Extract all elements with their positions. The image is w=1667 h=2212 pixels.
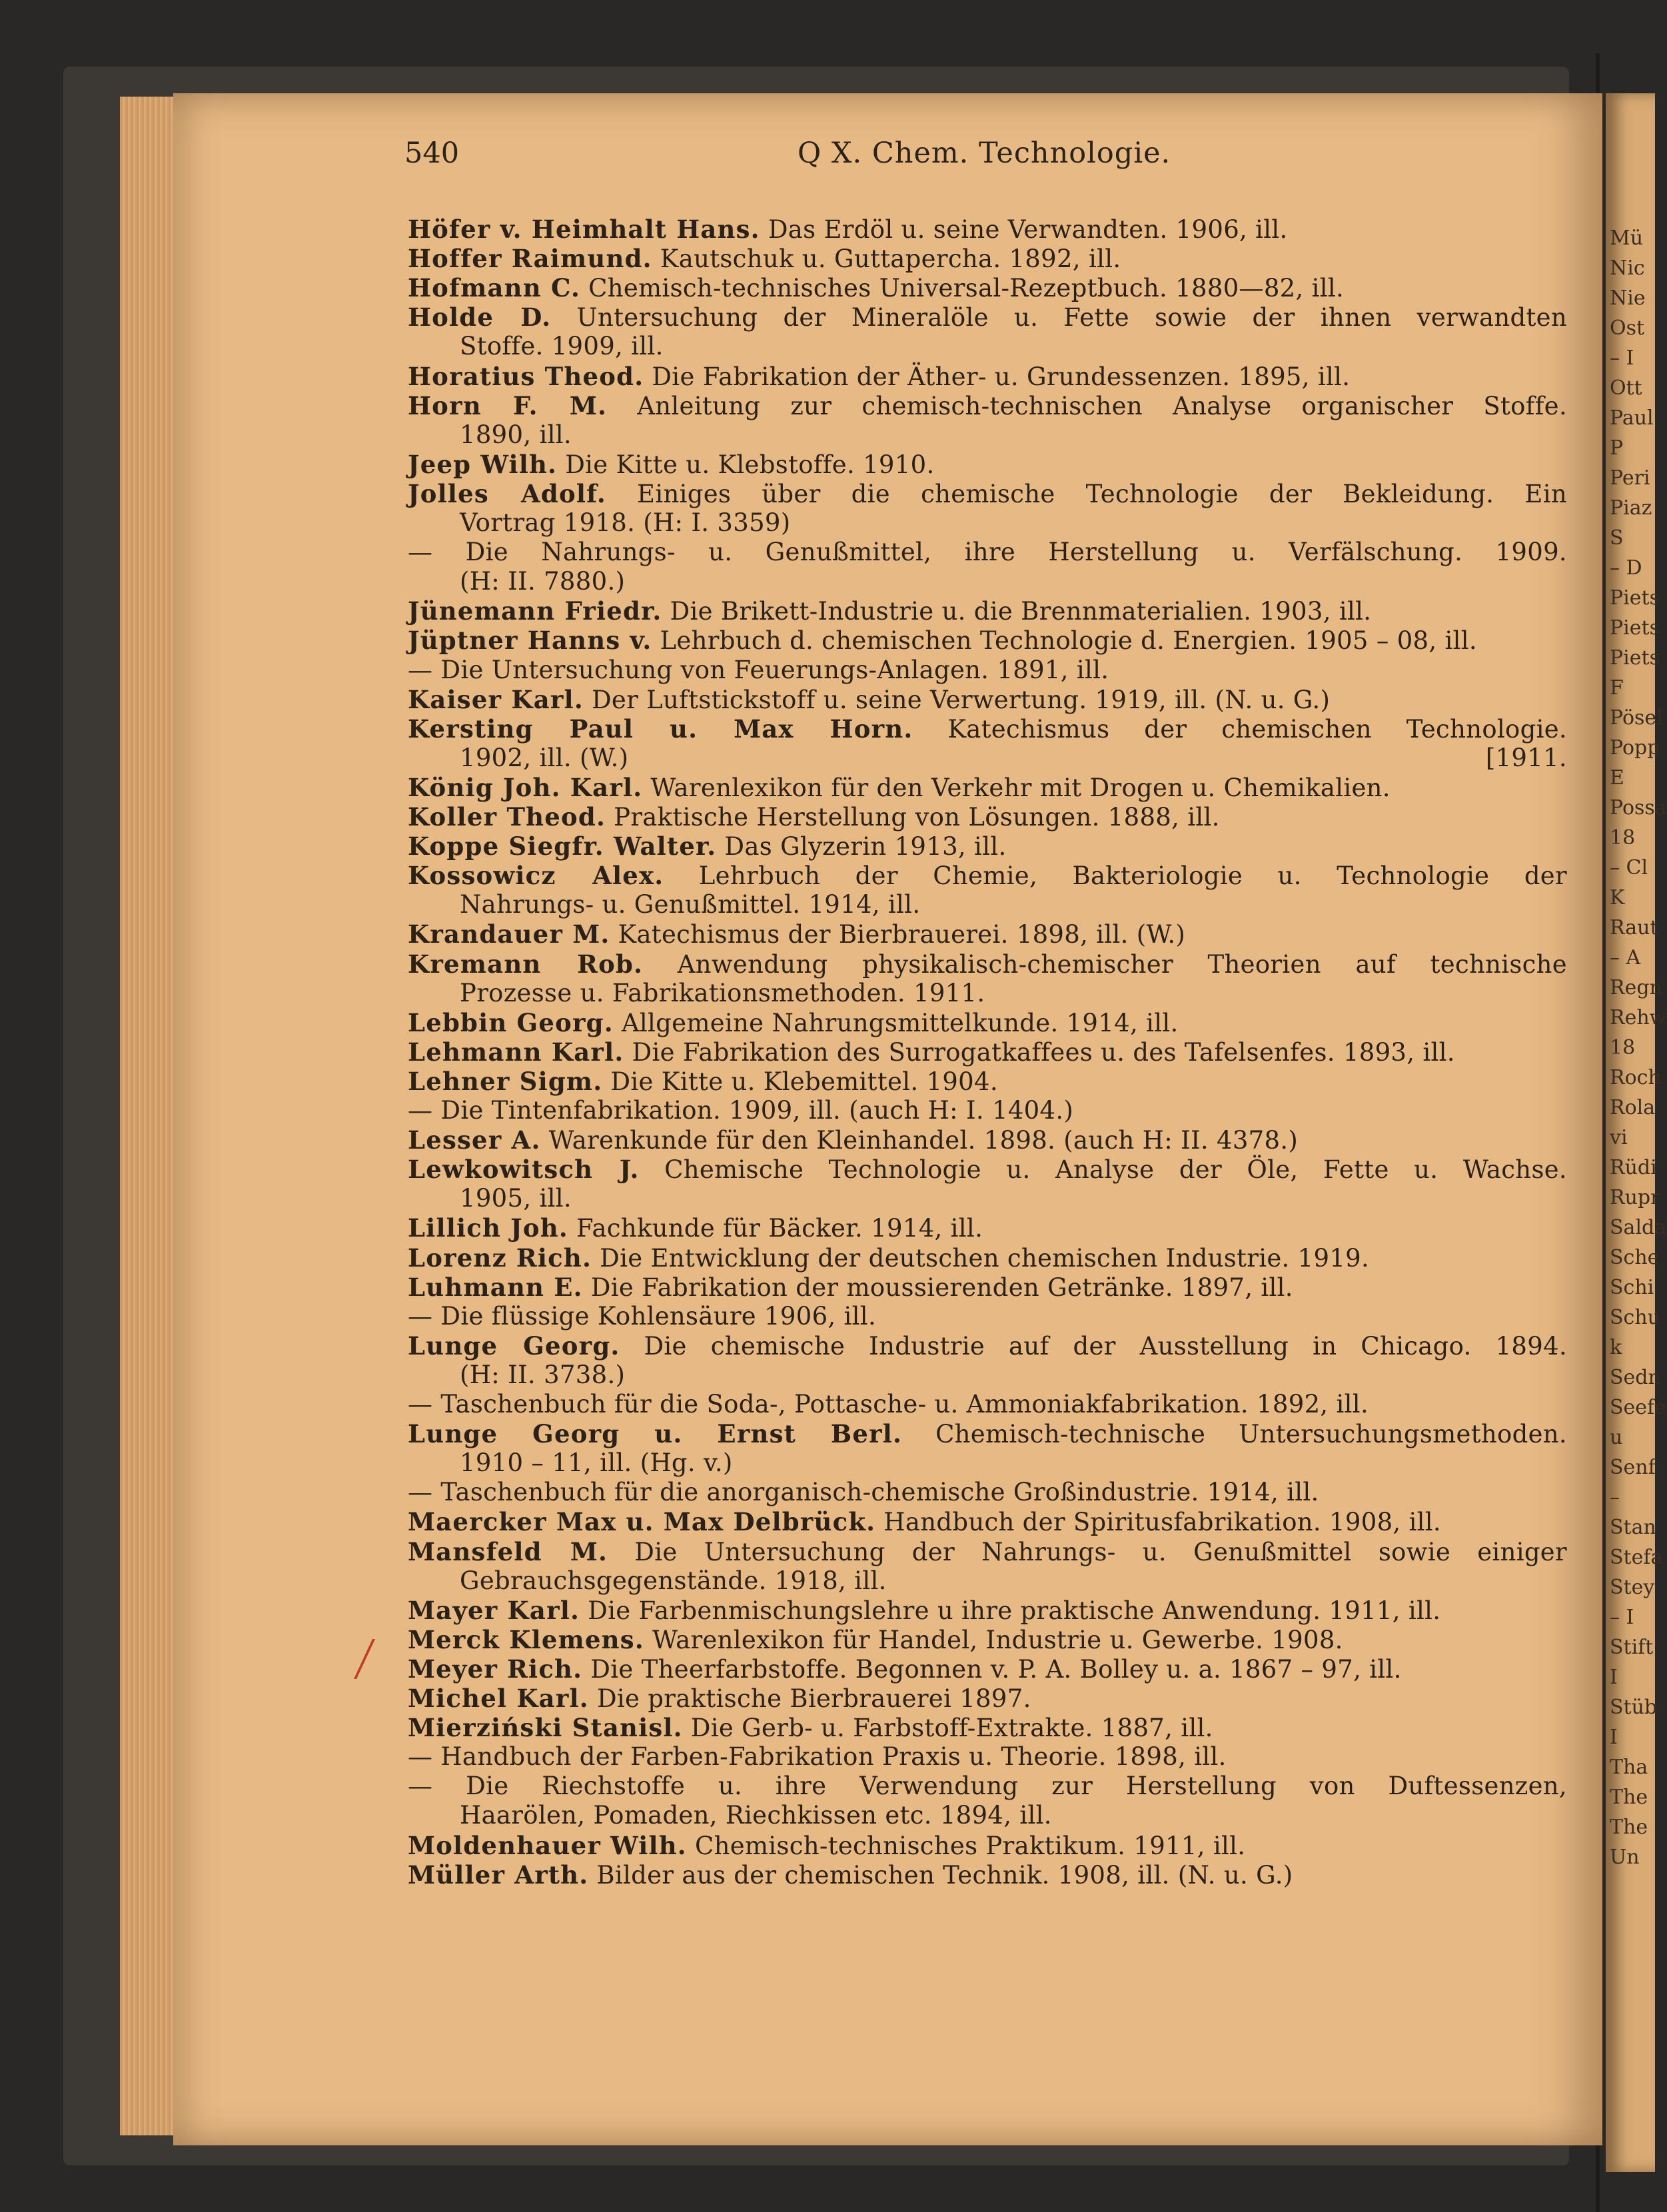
author-name: Höfer v. Heimhalt Hans. — [408, 215, 760, 244]
author-name: Horatius Theod. — [408, 361, 644, 391]
entry-text: Praktische Herstellung von Lösungen. 1888, ill. — [606, 803, 1220, 831]
author-name: Kremann Rob. — [408, 949, 644, 979]
author-name: Kaiser Karl. — [408, 684, 584, 714]
entry-text: Katechismus der Bierbrauerei. 1898, ill. (W.) — [610, 920, 1186, 949]
entry-continuation-line — [408, 656, 1567, 685]
entry-line — [408, 273, 1567, 303]
entry-line — [408, 244, 1567, 274]
entry-text: Das Glyzerin 1913, ill. — [716, 832, 1007, 861]
entry-text: — Die Nahrungs- u. Genußmittel, ihre Herstellung u. Verfälschung. 1909. — [408, 538, 1567, 567]
entry-text: Nahrungs- u. Genußmittel. 1914, ill. — [460, 890, 921, 919]
author-name: Mayer Karl. — [408, 1595, 580, 1625]
facing-page-fragment: I — [1610, 1666, 1618, 1689]
entry-text: Die Farbenmischungslehre u ihre praktische Anwendung. 1911, ill. — [580, 1596, 1441, 1625]
entry-text: — Taschenbuch für die anorganisch-chemische Großindustrie. 1914, ill. — [408, 1478, 1319, 1507]
entry-continuation-line — [408, 1478, 1567, 1507]
facing-page-fragment: Raut — [1610, 916, 1658, 939]
facing-page-fragment: Stift — [1610, 1636, 1654, 1659]
entry-line — [408, 714, 1567, 744]
author-name: Maercker Max u. Max Delbrück. — [408, 1507, 876, 1537]
facing-page-fragment: Stefa — [1610, 1546, 1663, 1569]
facing-page-fragment: Piets — [1610, 646, 1660, 670]
facing-page-fragment: E — [1610, 766, 1624, 790]
entry-text: Anwendung physikalisch-chemischer Theorien auf technische — [643, 949, 1567, 979]
facing-page-fragment: Schi — [1610, 1276, 1654, 1299]
entry-line — [408, 1273, 1567, 1303]
author-name: Jeep Wilh. — [408, 449, 558, 479]
entry-line — [408, 685, 1567, 715]
entry-line — [408, 1860, 1567, 1890]
facing-page-fragment: Stan — [1610, 1516, 1656, 1539]
facing-page-fragment: – I — [1610, 346, 1634, 370]
entry-continuation-line — [408, 1096, 1567, 1125]
facing-page-fragment: 18 — [1610, 826, 1636, 849]
entry-text: — Die Riechstoffe u. ihre Verwendung zur Herstellung von Duftessenzen, — [408, 1772, 1567, 1801]
entry-continuation-line — [460, 567, 1567, 596]
entry-text: — Die Tintenfabrikation. 1909, ill. (auch H: I. 1404.) — [408, 1096, 1074, 1125]
entry-text: (H: II. 3738.) — [460, 1360, 626, 1389]
entry-text: Haarölen, Pomaden, Riechkissen etc. 1894, ill. — [460, 1801, 1052, 1830]
entry-line — [408, 1331, 1567, 1361]
entry-line — [408, 1507, 1567, 1537]
entry-line — [408, 1008, 1567, 1038]
entry-text: Die Kitte u. Klebemittel. 1904. — [602, 1067, 998, 1096]
author-name: Lunge Georg u. Ernst Berl. — [408, 1419, 903, 1449]
entry-line — [408, 773, 1567, 803]
author-name: Merck Klemens. — [408, 1624, 644, 1654]
facing-page-fragment: – I — [1610, 1606, 1634, 1629]
facing-page-fragment: Paul — [1610, 406, 1654, 430]
entry-text: Stoffe. 1909, ill. — [460, 332, 664, 361]
author-name: Jüptner Hanns v. — [408, 626, 652, 656]
entry-continuation-line — [460, 1566, 1567, 1596]
entry-line — [408, 1625, 1567, 1655]
facing-page-fragment: Ost — [1610, 316, 1645, 340]
author-name: Lebbin Georg. — [408, 1007, 614, 1037]
entry-line — [408, 919, 1567, 949]
facing-page-fragment: Piets — [1610, 586, 1660, 610]
entry-text: Einiges über die chemische Technologie der Bekleidung. Ein — [606, 479, 1567, 508]
facing-page-fragment: – A — [1610, 946, 1641, 969]
entry-line — [408, 1037, 1567, 1067]
entry-line — [408, 626, 1567, 656]
entry-line — [408, 302, 1567, 332]
entry-continuation-line — [460, 1801, 1567, 1830]
facing-page-fragment: Nie — [1610, 286, 1646, 310]
facing-page-fragment: – — [1610, 1486, 1620, 1509]
entry-text: 1890, ill. — [460, 420, 572, 449]
entry-right-note: [1911. — [1485, 743, 1567, 772]
facing-page-fragment: K — [1610, 886, 1625, 909]
entry-continuation-line — [408, 1772, 1567, 1801]
entry-text: Lehrbuch d. chemischen Technologie d. Energien. 1905 – 08, ill. — [652, 626, 1477, 656]
entry-line — [408, 450, 1567, 480]
author-name: Lehner Sigm. — [408, 1066, 603, 1096]
facing-page-fragment: S — [1610, 526, 1624, 550]
entry-line — [408, 1654, 1567, 1684]
author-name: Lunge Georg. — [408, 1331, 620, 1361]
entry-text: — Handbuch der Farben-Fabrikation Praxis u. Theorie. 1898, ill. — [408, 1742, 1227, 1772]
author-name: Lorenz Rich. — [408, 1243, 592, 1273]
author-name: Hofmann C. — [408, 273, 581, 303]
facing-page-fragment: k — [1610, 1336, 1622, 1359]
author-name: Lesser A. — [408, 1125, 541, 1155]
facing-page-fragment: Tha — [1610, 1756, 1648, 1779]
entry-text: Die Kitte u. Klebstoffe. 1910. — [557, 450, 935, 479]
entry-text: Bilder aus der chemischen Technik. 1908, ill. (N. u. G.) — [588, 1860, 1293, 1890]
facing-page-fragment: Sche — [1610, 1246, 1660, 1269]
entry-line — [408, 1067, 1567, 1097]
author-name: Krandauer M. — [408, 919, 610, 949]
entry-line — [408, 802, 1567, 832]
entry-line — [408, 1125, 1567, 1155]
entry-line — [408, 596, 1567, 626]
entry-line — [408, 1155, 1567, 1185]
entry-line — [408, 1596, 1567, 1626]
entry-line — [408, 949, 1567, 979]
facing-page-fragment: Ott — [1610, 376, 1642, 400]
entry-text: Der Luftstickstoff u. seine Verwertung. 1919, ill. (N. u. G.) — [583, 685, 1331, 714]
author-name: Horn F. M. — [408, 390, 608, 420]
entry-continuation-line — [460, 1361, 1567, 1390]
facing-page-fragment: Senf — [1610, 1456, 1656, 1479]
entry-continuation-line — [460, 508, 1567, 538]
author-name: König Joh. Karl. — [408, 772, 643, 802]
facing-page-edge — [1606, 93, 1667, 2172]
entry-text: Allgemeine Nahrungsmittelkunde. 1914, ill. — [613, 1008, 1179, 1037]
facing-page-fragment: Schu — [1610, 1306, 1660, 1329]
entry-line — [408, 1684, 1567, 1714]
entry-text: Chemisch-technisches Praktikum. 1911, ill. — [686, 1831, 1246, 1860]
entry-text: Chemische Technologie u. Analyse der Öle, Fette u. Wachse. — [639, 1155, 1567, 1185]
facing-page-fragment: Peri — [1610, 466, 1650, 490]
author-name: Kossowicz Alex. — [408, 861, 664, 891]
entry-text: Vortrag 1918. (H: I. 3359) — [460, 508, 791, 537]
entry-text: — Die Untersuchung von Feuerungs-Anlagen. 1891, ill. — [408, 655, 1109, 684]
entry-text: Chemisch-technische Untersuchungsmethoden. — [902, 1420, 1567, 1449]
entry-text: Untersuchung der Mineralöle u. Fette sowie der ihnen verwandten — [551, 303, 1568, 332]
facing-page-fragment: – Cl — [1610, 856, 1648, 879]
author-name: Moldenhauer Wilh. — [408, 1830, 687, 1860]
author-name: Holde D. — [408, 302, 552, 332]
entry-text: Kautschuk u. Guttapercha. 1892, ill. — [652, 245, 1121, 274]
author-name: Koller Theod. — [408, 802, 606, 831]
facing-page-fragment: u — [1610, 1426, 1623, 1449]
author-name: Luhmann E. — [408, 1272, 583, 1302]
facing-page-fragment: Seefe — [1610, 1396, 1666, 1419]
entry-text: Die Gerb- u. Farbstoff-Extrakte. 1887, ill. — [682, 1714, 1213, 1743]
author-name: Kersting Paul u. Max Horn. — [408, 714, 913, 744]
entry-continuation-line — [460, 420, 1567, 450]
running-title: Q X. Chem. Technologie. — [798, 137, 1171, 170]
facing-page-fragment: Rüdi — [1610, 1156, 1657, 1179]
entry-text: Prozesse u. Fabrikationsmethoden. 1911. — [460, 978, 985, 1007]
entry-line — [408, 831, 1567, 861]
entry-line — [408, 861, 1567, 891]
entry-line — [408, 1537, 1567, 1567]
page-number: 540 — [404, 137, 460, 170]
entry-continuation-line — [460, 1184, 1567, 1213]
entry-line — [408, 1419, 1567, 1449]
author-name: Jünemann Friedr. — [408, 596, 662, 626]
facing-page-fragment: Possa — [1610, 796, 1667, 820]
author-name: Mierziński Stanisl. — [408, 1713, 683, 1743]
entry-text: Die chemische Industrie auf der Ausstellung in Chicago. 1894. — [620, 1331, 1568, 1361]
facing-page-fragment: Pösel — [1610, 706, 1663, 730]
entry-text: Gebrauchsgegenstände. 1918, ill. — [460, 1566, 887, 1595]
entry-text: — Taschenbuch für die Soda-, Pottasche- u. Ammoniakfabrikation. 1892, ill. — [408, 1390, 1369, 1418]
facing-page-fragment: Un — [1610, 1846, 1640, 1869]
entry-text: Die Fabrikation des Surrogatkaffees u. des Tafelsenfes. 1893, ill. — [624, 1037, 1455, 1067]
facing-page-fragment: 18 — [1610, 1036, 1636, 1059]
entry-text: Handbuch der Spiritusfabrikation. 1908, ill. — [875, 1508, 1441, 1537]
entry-text: 1902, ill. (W.) — [460, 743, 629, 772]
entry-text: Die Fabrikation der moussierenden Getränke. 1897, ill. — [582, 1273, 1293, 1302]
entry-text: Warenkunde für den Kleinhandel. 1898. (auch H: II. 4378.) — [540, 1126, 1299, 1155]
entry-continuation-line — [460, 332, 1567, 361]
entry-text: (H: II. 7880.) — [460, 567, 626, 596]
entry-text: Fachkunde für Bäcker. 1914, ill. — [568, 1214, 983, 1243]
entry-continuation-line — [408, 538, 1567, 567]
facing-page-fragment: Mü — [1610, 227, 1644, 250]
entry-line — [408, 1243, 1567, 1273]
facing-page-fragment: F — [1610, 676, 1624, 700]
entry-text: Die Untersuchung der Nahrungs- u. Genußmittel sowie einiger — [608, 1537, 1567, 1566]
facing-page-fragment: I — [1610, 1726, 1618, 1749]
entry-text: Chemisch-technisches Universal-Rezeptbuch. 1880—82, ill. — [580, 274, 1345, 303]
author-name: Lewkowitsch J. — [408, 1155, 640, 1185]
entry-line — [408, 1213, 1567, 1243]
entry-continuation-line — [408, 1302, 1567, 1331]
author-name: Meyer Rich. — [408, 1654, 583, 1684]
entry-text: Die Brikett-Industrie u. die Brennmaterialien. 1903, ill. — [662, 597, 1372, 626]
entry-continuation-line — [460, 890, 1567, 919]
author-name: Hoffer Raimund. — [408, 244, 652, 274]
author-name: Mansfeld M. — [408, 1536, 608, 1566]
entry-line — [408, 362, 1567, 392]
facing-page-fragment: Popp — [1610, 736, 1660, 760]
entry-line — [408, 479, 1567, 509]
author-name: Jolles Adolf. — [408, 478, 606, 508]
facing-page-fragment: Piaz — [1610, 496, 1652, 520]
entry-text: Warenlexikon für Handel, Industrie u. Gewerbe. 1908. — [644, 1625, 1343, 1654]
facing-page-fragment: The — [1610, 1816, 1648, 1839]
entry-text: Die praktische Bierbrauerei 1897. — [588, 1684, 1031, 1713]
entry-line — [408, 215, 1567, 245]
entry-continuation-line — [460, 979, 1567, 1008]
entry-text: Lehrbuch der Chemie, Bakteriologie u. Technologie der — [664, 861, 1567, 891]
entry-line — [408, 1713, 1567, 1743]
facing-page-fragment: Rola — [1610, 1096, 1656, 1119]
facing-page-fragment: Nic — [1610, 257, 1645, 280]
entry-continuation-line — [460, 1448, 1567, 1478]
entry-text: Anleitung zur chemisch-technischen Analyse organischer Stoffe. — [607, 391, 1568, 420]
facing-page-fragment: – D — [1610, 556, 1642, 580]
facing-page-fragment: Rupr — [1610, 1186, 1660, 1209]
author-name: Lehmann Karl. — [408, 1037, 624, 1067]
entry-text: Die Theerfarbstoffe. Begonnen v. P. A. Bolley u. a. 1867 – 97, ill. — [582, 1654, 1402, 1684]
entry-line — [408, 1831, 1567, 1861]
entry-text: Die Entwicklung der deutschen chemischen Industrie. 1919. — [592, 1243, 1370, 1273]
entry-text: Warenlexikon für den Verkehr mit Drogen u. Chemikalien. — [642, 773, 1390, 802]
facing-page-fragment: Stüb — [1610, 1696, 1658, 1719]
entry-text: Katechismus der chemischen Technologie. — [913, 714, 1567, 744]
entry-continuation-line — [460, 744, 1567, 773]
author-name: Koppe Siegfr. Walter. — [408, 831, 717, 861]
facing-page-fragment: vi — [1610, 1126, 1628, 1149]
facing-page-fragment: P — [1610, 436, 1624, 460]
page-header — [404, 137, 1257, 177]
facing-page-fragment: Sedn — [1610, 1366, 1661, 1389]
facing-page-fragment: Piets — [1610, 616, 1660, 640]
author-name: Michel Karl. — [408, 1684, 589, 1713]
entry-line — [408, 391, 1567, 421]
entry-text: — Die flüssige Kohlensäure 1906, ill. — [408, 1301, 877, 1331]
entry-text: 1910 – 11, ill. (Hg. v.) — [460, 1448, 733, 1478]
entry-text: Die Fabrikation der Äther- u. Grundessenzen. 1895, ill. — [644, 362, 1351, 391]
facing-page-fragment: Rehw — [1610, 1006, 1667, 1029]
entry-continuation-line — [408, 1390, 1567, 1419]
facing-page-fragment: Roch — [1610, 1066, 1661, 1089]
facing-page-fragment: The — [1610, 1786, 1648, 1809]
entry-text: Das Erdöl u. seine Verwandten. 1906, ill. — [760, 215, 1288, 244]
entry-text: 1905, ill. — [460, 1184, 572, 1213]
entry-continuation-line — [408, 1742, 1567, 1772]
author-name: Müller Arth. — [408, 1860, 589, 1890]
facing-page-fragment: Regn — [1610, 976, 1662, 999]
facing-page-fragment: Salda — [1610, 1216, 1667, 1239]
facing-page-fragment: Stey — [1610, 1576, 1655, 1599]
author-name: Lillich Joh. — [408, 1213, 568, 1243]
